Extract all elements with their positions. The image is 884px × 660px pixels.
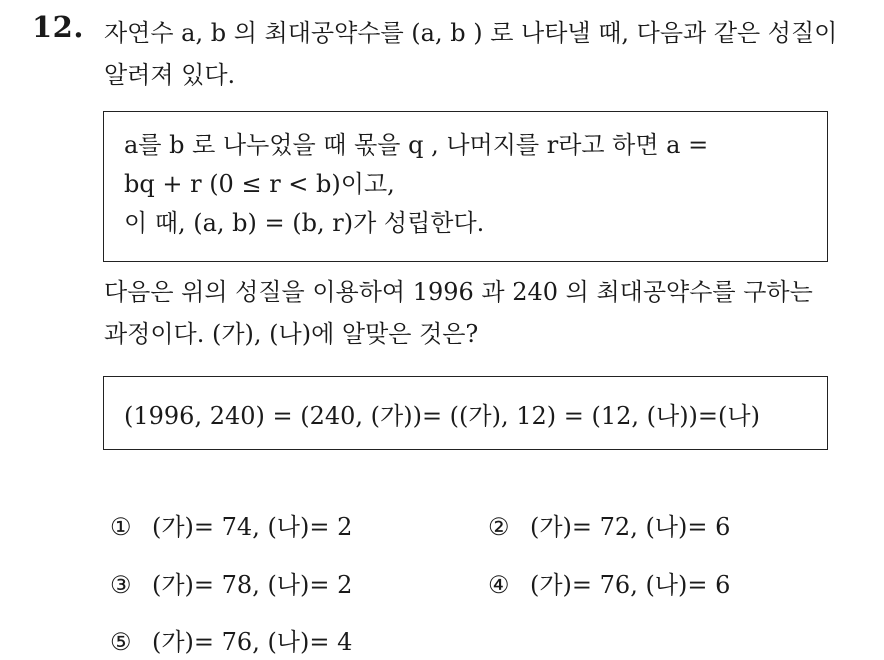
stem-line: 알려져 있다.: [104, 61, 236, 89]
choice-1[interactable]: [110, 512, 352, 542]
choice-number: ③: [110, 571, 132, 599]
choice-4[interactable]: [488, 570, 730, 600]
property-line: bq + r (0 ≤ r < b)이고,: [124, 170, 395, 198]
choice-number: ④: [488, 571, 510, 599]
property-line: a를 b 로 나누었을 때 몫을 q , 나머지를 r라고 하면 a =: [124, 131, 709, 159]
choice-2[interactable]: [488, 512, 730, 542]
middle-text: [104, 271, 874, 355]
choice-text: (가)= 76, (나)= 4: [152, 628, 353, 656]
choice-text: (가)= 78, (나)= 2: [152, 571, 353, 599]
choice-3[interactable]: [110, 570, 352, 600]
choice-number: ②: [488, 513, 510, 541]
choice-text: (가)= 76, (나)= 6: [530, 571, 731, 599]
choice-5[interactable]: [110, 627, 352, 657]
middle-line: 과정이다. (가), (나)에 알맞은 것은?: [104, 320, 479, 348]
property-box: [103, 111, 828, 262]
choice-text: (가)= 74, (나)= 2: [152, 513, 353, 541]
question-stem: [104, 12, 874, 96]
process-box: [103, 376, 828, 450]
choice-number: ①: [110, 513, 132, 541]
property-line: 이 때, (a, b) = (b, r)가 성립한다.: [124, 209, 485, 237]
process-formula: (1996, 240) = (240, (가))= ((가), 12) = (12, (나))=(나): [124, 401, 760, 430]
question-number: 12.: [32, 10, 84, 44]
choice-number: ⑤: [110, 628, 132, 656]
middle-line: 다음은 위의 성질을 이용하여 1996 과 240 의 최대공약수를 구하는: [104, 278, 813, 306]
stem-line: 자연수 a, b 의 최대공약수를 (a, b ) 로 나타낼 때, 다음과 같은 성질이: [104, 19, 838, 47]
choice-text: (가)= 72, (나)= 6: [530, 513, 731, 541]
